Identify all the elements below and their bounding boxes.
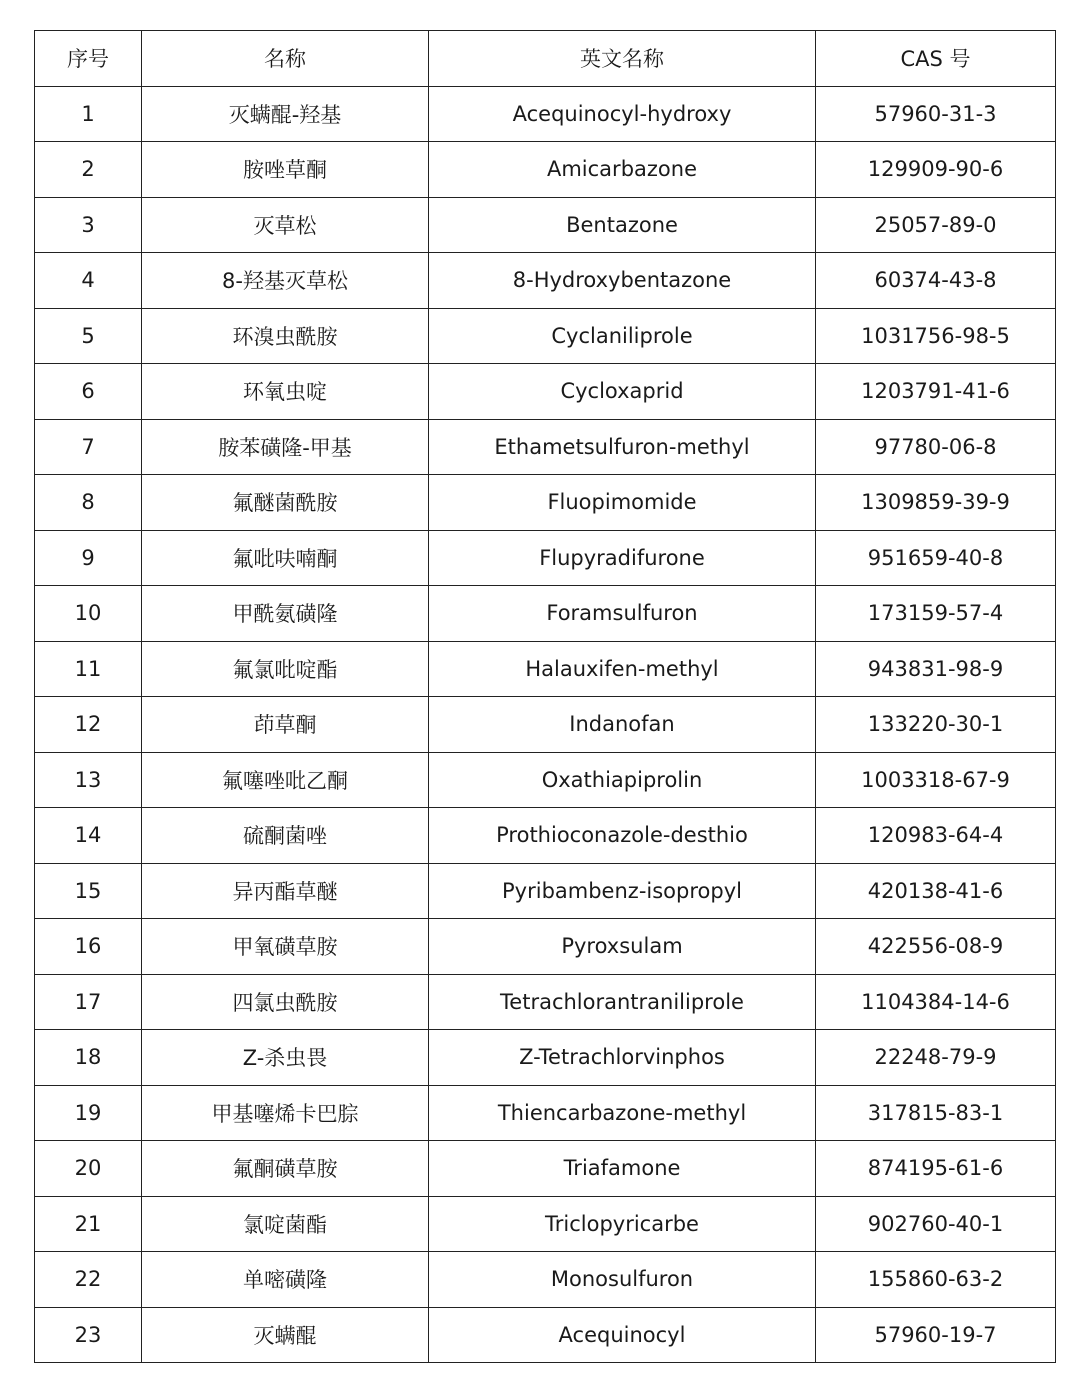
cell-serial-number: 22 bbox=[35, 1252, 142, 1308]
cell-name: 甲基噻烯卡巴腙 bbox=[142, 1085, 429, 1141]
cell-english-name: Bentazone bbox=[429, 197, 816, 253]
table-row bbox=[35, 308, 1056, 364]
header-english-name: 英文名称 bbox=[429, 31, 816, 87]
cell-name: 茚草酮 bbox=[142, 697, 429, 753]
table-row bbox=[35, 697, 1056, 753]
cell-name: 硫酮菌唑 bbox=[142, 808, 429, 864]
cell-cas-number: 57960-31-3 bbox=[816, 86, 1056, 142]
table-row bbox=[35, 253, 1056, 309]
table-row bbox=[35, 197, 1056, 253]
cell-cas-number: 317815-83-1 bbox=[816, 1085, 1056, 1141]
cell-name: 异丙酯草醚 bbox=[142, 863, 429, 919]
cell-serial-number: 3 bbox=[35, 197, 142, 253]
table-row bbox=[35, 752, 1056, 808]
cell-english-name: Tetrachlorantraniliprole bbox=[429, 974, 816, 1030]
cell-cas-number: 1031756-98-5 bbox=[816, 308, 1056, 364]
cell-english-name: Fluopimomide bbox=[429, 475, 816, 531]
cell-english-name: Triclopyricarbe bbox=[429, 1196, 816, 1252]
header-cas-number: CAS 号 bbox=[816, 31, 1056, 87]
table-row bbox=[35, 86, 1056, 142]
cell-cas-number: 129909-90-6 bbox=[816, 142, 1056, 198]
cell-serial-number: 20 bbox=[35, 1141, 142, 1197]
cell-cas-number: 57960-19-7 bbox=[816, 1307, 1056, 1363]
cell-name: 甲酰氨磺隆 bbox=[142, 586, 429, 642]
cell-cas-number: 22248-79-9 bbox=[816, 1030, 1056, 1086]
cell-serial-number: 21 bbox=[35, 1196, 142, 1252]
cell-name: 氟醚菌酰胺 bbox=[142, 475, 429, 531]
cell-serial-number: 14 bbox=[35, 808, 142, 864]
table-row bbox=[35, 641, 1056, 697]
cell-cas-number: 951659-40-8 bbox=[816, 530, 1056, 586]
cell-serial-number: 11 bbox=[35, 641, 142, 697]
cell-english-name: Acequinocyl-hydroxy bbox=[429, 86, 816, 142]
table-row bbox=[35, 1252, 1056, 1308]
cell-serial-number: 5 bbox=[35, 308, 142, 364]
cell-serial-number: 10 bbox=[35, 586, 142, 642]
cell-name: 胺苯磺隆-甲基 bbox=[142, 419, 429, 475]
cell-serial-number: 16 bbox=[35, 919, 142, 975]
cell-english-name: Triafamone bbox=[429, 1141, 816, 1197]
table-row bbox=[35, 1030, 1056, 1086]
table-row bbox=[35, 475, 1056, 531]
pesticide-table bbox=[34, 30, 1056, 1363]
cell-name: 灭螨醌 bbox=[142, 1307, 429, 1363]
table-row bbox=[35, 419, 1056, 475]
cell-english-name: Cyclaniliprole bbox=[429, 308, 816, 364]
cell-cas-number: 1003318-67-9 bbox=[816, 752, 1056, 808]
cell-cas-number: 120983-64-4 bbox=[816, 808, 1056, 864]
cell-serial-number: 23 bbox=[35, 1307, 142, 1363]
cell-serial-number: 13 bbox=[35, 752, 142, 808]
cell-name: 氯啶菌酯 bbox=[142, 1196, 429, 1252]
cell-cas-number: 25057-89-0 bbox=[816, 197, 1056, 253]
cell-serial-number: 7 bbox=[35, 419, 142, 475]
cell-name: 氟吡呋喃酮 bbox=[142, 530, 429, 586]
cell-serial-number: 15 bbox=[35, 863, 142, 919]
cell-cas-number: 155860-63-2 bbox=[816, 1252, 1056, 1308]
cell-name: 8-羟基灭草松 bbox=[142, 253, 429, 309]
cell-name: 甲氧磺草胺 bbox=[142, 919, 429, 975]
cell-cas-number: 422556-08-9 bbox=[816, 919, 1056, 975]
cell-cas-number: 60374-43-8 bbox=[816, 253, 1056, 309]
cell-serial-number: 8 bbox=[35, 475, 142, 531]
cell-english-name: Flupyradifurone bbox=[429, 530, 816, 586]
table-row bbox=[35, 586, 1056, 642]
cell-name: 氟噻唑吡乙酮 bbox=[142, 752, 429, 808]
cell-cas-number: 874195-61-6 bbox=[816, 1141, 1056, 1197]
cell-serial-number: 18 bbox=[35, 1030, 142, 1086]
cell-name: 灭螨醌-羟基 bbox=[142, 86, 429, 142]
cell-name: 胺唑草酮 bbox=[142, 142, 429, 198]
cell-english-name: Halauxifen-methyl bbox=[429, 641, 816, 697]
cell-serial-number: 19 bbox=[35, 1085, 142, 1141]
cell-serial-number: 9 bbox=[35, 530, 142, 586]
table-row bbox=[35, 974, 1056, 1030]
cell-name: 四氯虫酰胺 bbox=[142, 974, 429, 1030]
cell-name: 环溴虫酰胺 bbox=[142, 308, 429, 364]
cell-english-name: Indanofan bbox=[429, 697, 816, 753]
cell-name: 单嘧磺隆 bbox=[142, 1252, 429, 1308]
table-row bbox=[35, 1196, 1056, 1252]
cell-serial-number: 17 bbox=[35, 974, 142, 1030]
cell-english-name: Oxathiapiprolin bbox=[429, 752, 816, 808]
cell-cas-number: 1203791-41-6 bbox=[816, 364, 1056, 420]
table-row bbox=[35, 808, 1056, 864]
cell-cas-number: 943831-98-9 bbox=[816, 641, 1056, 697]
table-body bbox=[35, 86, 1056, 1363]
table-header-row bbox=[35, 31, 1056, 87]
table-row bbox=[35, 364, 1056, 420]
table-header bbox=[35, 31, 1056, 87]
cell-cas-number: 133220-30-1 bbox=[816, 697, 1056, 753]
cell-english-name: Cycloxaprid bbox=[429, 364, 816, 420]
cell-english-name: Monosulfuron bbox=[429, 1252, 816, 1308]
table-row bbox=[35, 142, 1056, 198]
cell-serial-number: 4 bbox=[35, 253, 142, 309]
cell-name: 氟酮磺草胺 bbox=[142, 1141, 429, 1197]
cell-name: 环氧虫啶 bbox=[142, 364, 429, 420]
cell-english-name: Ethametsulfuron-methyl bbox=[429, 419, 816, 475]
cell-serial-number: 1 bbox=[35, 86, 142, 142]
cell-english-name: Z-Tetrachlorvinphos bbox=[429, 1030, 816, 1086]
cell-name: 氟氯吡啶酯 bbox=[142, 641, 429, 697]
header-name: 名称 bbox=[142, 31, 429, 87]
cell-english-name: Pyribambenz-isopropyl bbox=[429, 863, 816, 919]
cell-english-name: Amicarbazone bbox=[429, 142, 816, 198]
cell-english-name: 8-Hydroxybentazone bbox=[429, 253, 816, 309]
pesticide-table-container bbox=[34, 30, 1055, 1363]
cell-name: Z-杀虫畏 bbox=[142, 1030, 429, 1086]
cell-cas-number: 173159-57-4 bbox=[816, 586, 1056, 642]
cell-cas-number: 97780-06-8 bbox=[816, 419, 1056, 475]
cell-cas-number: 1309859-39-9 bbox=[816, 475, 1056, 531]
cell-english-name: Acequinocyl bbox=[429, 1307, 816, 1363]
table-row bbox=[35, 530, 1056, 586]
cell-english-name: Thiencarbazone-methyl bbox=[429, 1085, 816, 1141]
table-row bbox=[35, 863, 1056, 919]
cell-english-name: Pyroxsulam bbox=[429, 919, 816, 975]
cell-english-name: Foramsulfuron bbox=[429, 586, 816, 642]
cell-cas-number: 1104384-14-6 bbox=[816, 974, 1056, 1030]
cell-cas-number: 902760-40-1 bbox=[816, 1196, 1056, 1252]
table-row bbox=[35, 1141, 1056, 1197]
cell-serial-number: 2 bbox=[35, 142, 142, 198]
cell-english-name: Prothioconazole-desthio bbox=[429, 808, 816, 864]
header-serial-number: 序号 bbox=[35, 31, 142, 87]
table-row bbox=[35, 1085, 1056, 1141]
cell-cas-number: 420138-41-6 bbox=[816, 863, 1056, 919]
cell-serial-number: 6 bbox=[35, 364, 142, 420]
cell-name: 灭草松 bbox=[142, 197, 429, 253]
table-row bbox=[35, 1307, 1056, 1363]
cell-serial-number: 12 bbox=[35, 697, 142, 753]
table-row bbox=[35, 919, 1056, 975]
